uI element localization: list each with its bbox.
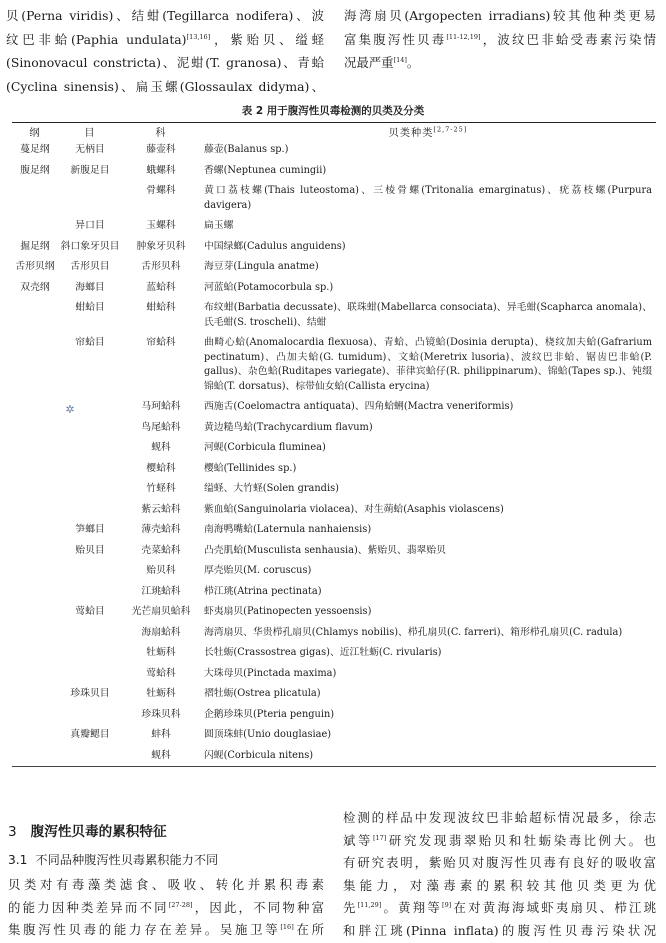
- cell-family: 光芒扇贝蛤科: [131, 606, 191, 617]
- cell-order: 舌形贝目: [70, 261, 110, 272]
- citation: [17]: [372, 833, 387, 842]
- cell-species: 长牡蛎(Crassostrea gigas)、近江牡蛎(C. rivularis): [204, 647, 442, 658]
- cell-class: [12, 181, 58, 216]
- table-row: [12, 623, 656, 644]
- table-row: [12, 257, 656, 278]
- cell-order: [58, 479, 122, 500]
- cell-species: 樱蛤(Tellinides sp.): [204, 462, 297, 474]
- text-line: (Cyclina sinensis)、扁玉螺(Glossaulax didyma)、: [6, 78, 324, 94]
- table-row: [12, 500, 656, 521]
- cell-class: 蔓足纲: [20, 144, 50, 155]
- section-number: 3: [8, 824, 17, 840]
- cell-class: [12, 705, 58, 726]
- cell-species: 藤壶(Balanus sp.): [204, 144, 289, 155]
- citation: [27-28]: [168, 900, 193, 909]
- cell-order: 莺蛤目: [75, 606, 105, 617]
- section-heading: [8, 820, 167, 840]
- body-right-column: [343, 807, 656, 943]
- text-line: 贝类对有毒藻类滤食、吸收、转化并累积毒素: [8, 877, 324, 892]
- cell-family: 牡蛎科: [146, 688, 176, 699]
- table-row: [12, 684, 656, 705]
- header-family: 科: [155, 128, 167, 139]
- cell-family: 鸟尾蛤科: [141, 421, 181, 433]
- cell-order: 新腹足目: [70, 164, 110, 176]
- header-class: 纲: [29, 128, 41, 139]
- citation: [11,29]: [357, 901, 382, 910]
- cell-species: 海湾扇贝、华贵栉孔扇贝(Chlamys nobilis)、栉孔扇贝(C. farreri)、箱形栉孔扇贝(C. radula): [204, 626, 623, 638]
- cell-order: 贻贝目: [75, 544, 105, 556]
- cell-species: 河蓝蛤(Potamocorbula sp.): [204, 281, 334, 293]
- cell-order: 无柄目: [75, 144, 105, 155]
- cell-species: 黄边糙鸟蛤(Trachycardium flavum): [204, 421, 373, 433]
- table-header-row: [12, 123, 656, 140]
- cell-species: 曲畸心蛤(Anomalocardia flexuosa)、青蛤、凸镜蛤(Dosinia derupta)、桡纹加夫蛤(Gafrarium pectinatum)、凸加夫蛤(G. tumidum)、文蛤(Meretrix lusoria)、波纹巴非蛤、锯齿巴非蛤(P. gallus)、杂色蛤(Ruditapes variegate)、菲律宾蛤仔(R. philippinarum)、锦蛤(Tapes sp.)、钝缀锦蛤(T. dorsatus)、棕带仙女蛤(Callista erycina): [204, 337, 652, 392]
- cell-family: 藤壶科: [146, 144, 176, 155]
- table-row: [12, 725, 656, 746]
- text-line: 贝(Perna viridis)、结蚶(Tegillarca nodifera)、波: [6, 8, 324, 23]
- table-row: [12, 705, 656, 726]
- cell-species: 凸壳肌蛤(Musculista senhausia)、紫贻贝、翡翠贻贝: [204, 544, 446, 556]
- text-line: 有研究表明，紫贻贝对腹泻性贝毒有良好的吸收富: [343, 855, 656, 871]
- table-row: [12, 181, 656, 216]
- cell-family: 蚌科: [151, 729, 171, 740]
- table-caption: 表 2 用于腹泻性贝毒检测的贝类及分类: [241, 105, 425, 117]
- citation: [16]: [280, 923, 294, 932]
- cell-class: [12, 602, 58, 623]
- cell-class: [12, 298, 58, 333]
- cell-species: 中国绿螂(Cadulus anguidens): [204, 240, 346, 252]
- cell-family: 樱蛤科: [146, 462, 176, 474]
- text-line: 海湾扇贝(Argopecten irradians)较其他种类更易: [344, 8, 656, 23]
- cell-species: 大珠母贝(Pinctada maxima): [204, 667, 337, 679]
- cell-order: 帘蛤目: [75, 337, 105, 348]
- intro-left-column: [6, 4, 324, 98]
- cell-family: 紫云蛤科: [141, 503, 181, 515]
- table-row: [12, 418, 656, 439]
- citation: [14]: [393, 55, 407, 64]
- table-row: [12, 582, 656, 603]
- cell-family: 蚬科: [151, 749, 171, 761]
- table-row: [12, 216, 656, 237]
- cell-class: [12, 500, 58, 521]
- shellfish-table: [12, 122, 656, 767]
- cell-order: [58, 561, 122, 582]
- table-row: [12, 333, 656, 397]
- cell-order: 笋螂目: [75, 524, 105, 535]
- cell-species: 紫血蛤(Sanguinolaria violacea)、对生蒴蛤(Asaphis violascens): [204, 503, 504, 515]
- cell-species: 西施舌(Coelomactra antiquata)、四角蛤蜊(Mactra veneriformis): [204, 401, 514, 412]
- cell-family: 玉螺科: [146, 220, 176, 231]
- text-line: 的能力因种类差异而不同[27-28]，因此，不同物种富: [8, 899, 324, 915]
- cell-species: 河蚬(Corbicula fluminea): [204, 442, 326, 453]
- table-row: [12, 602, 656, 623]
- text-line: 和胖江珧(Pinna inflata)的腹泻性贝毒污染状况: [343, 922, 656, 938]
- cell-class: [12, 684, 58, 705]
- cell-family: 蚶蛤科: [146, 302, 176, 313]
- table-row: [12, 237, 656, 258]
- cell-class: [12, 520, 58, 541]
- cell-class: [12, 333, 58, 397]
- cell-class: [12, 479, 58, 500]
- text-line: 富集腹泻性贝毒[11-12,19]，波纹巴非蛤受毒素污染情: [344, 31, 656, 47]
- text-line: (Sinonovacul constricta)、泥蚶(T. granosa)、青蛤: [6, 55, 324, 70]
- cell-class: [12, 459, 58, 480]
- cell-species: 厚壳贻贝(M. coruscus): [204, 565, 312, 576]
- table-row: [12, 643, 656, 664]
- cell-species: 香螺(Neptunea cumingii): [204, 164, 327, 176]
- cell-order: [58, 181, 122, 216]
- cell-family: 珍珠贝科: [141, 708, 181, 720]
- citation: [11-12,19]: [446, 32, 481, 41]
- subsection-title: 不同品种腹泻性贝毒累积能力不同: [35, 853, 219, 867]
- text-line: 先[11,29]。黄翔等[9]在对黄海海域虾夷扇贝、栉江珧: [343, 900, 656, 916]
- cell-class: [12, 623, 58, 644]
- cell-order: 斜口象牙贝目: [60, 240, 120, 252]
- cell-species: 黄口荔枝螺(Thais luteostoma)、三棱骨螺(Tritonalia emarginatus)、疣荔枝螺(Purpura davigera): [204, 185, 652, 211]
- cell-class: 舌形贝纲: [15, 261, 55, 272]
- cell-class: [12, 397, 58, 418]
- cell-class: 腹足纲: [20, 164, 50, 176]
- header-species: 贝类种类[2,7-25]: [388, 125, 468, 139]
- cell-class: [12, 541, 58, 562]
- text-line: 集能力，对藻毒素的累积较其他贝类更为优: [343, 877, 656, 893]
- cell-family: 蛾螺科: [146, 164, 176, 176]
- table-row: [12, 541, 656, 562]
- text-line: 斌等[17]研究发现翡翠贻贝和牡蛎染毒比例大。也: [343, 832, 656, 848]
- citation: [9]: [442, 901, 452, 910]
- table-bottom-rule: [12, 766, 656, 767]
- header-order: 目: [84, 128, 96, 139]
- cell-order: [58, 623, 122, 644]
- table-row: [12, 161, 656, 182]
- text-line: 纹巴非蛤(Paphia undulata)[13,16]，紫贻贝、缢蛏: [6, 31, 324, 47]
- cell-order: 异口目: [75, 220, 105, 231]
- cell-order: 珍珠贝目: [70, 688, 110, 699]
- cell-species: 圆顶珠蚌(Unio douglasiae): [204, 729, 332, 740]
- cell-class: [12, 664, 58, 685]
- cell-family: 舌形贝科: [141, 261, 181, 272]
- body-left-column: [8, 874, 324, 942]
- cell-family: 牡蛎科: [146, 647, 176, 658]
- cell-family: 蚬科: [151, 442, 171, 453]
- intro-right-column: [344, 4, 656, 75]
- cell-family: 蓝蛤科: [146, 281, 176, 293]
- text-line: 检测的样品中发现波纹巴非蛤超标情况最多，徐志: [343, 810, 656, 825]
- cell-species: 虾夷扇贝(Patinopecten yessoensis): [204, 606, 372, 617]
- table-row: [12, 664, 656, 685]
- cell-class: [12, 418, 58, 439]
- scan-mark-icon: ✲: [65, 403, 75, 416]
- cell-species: 企鹅珍珠贝(Pteria penguin): [204, 708, 335, 720]
- cell-class: [12, 643, 58, 664]
- cell-order: 海螂目: [75, 281, 105, 293]
- text-line: 集腹泻性贝毒的能力存在差异。吴施卫等[16]在所: [8, 922, 324, 938]
- cell-class: [12, 725, 58, 746]
- table-row: [12, 459, 656, 480]
- cell-family: 江珧蛤科: [141, 585, 181, 597]
- cell-order: [58, 418, 122, 439]
- cell-family: 帘蛤科: [146, 337, 176, 348]
- cell-family: 薄壳蛤科: [141, 524, 181, 535]
- cell-family: 海扇蛤科: [141, 626, 181, 638]
- cell-class: 双壳纲: [20, 281, 50, 293]
- table-row: [12, 746, 656, 767]
- table-row: [12, 397, 656, 418]
- table-row: [12, 278, 656, 299]
- cell-species: 栉江珧(Atrina pectinata): [204, 585, 322, 597]
- table-row: [12, 479, 656, 500]
- cell-species: 南海鸭嘴蛤(Laternula nanhaiensis): [204, 524, 372, 535]
- cell-species: 扁玉螺: [204, 220, 234, 231]
- cell-class: [12, 746, 58, 767]
- table-row: [12, 561, 656, 582]
- cell-family: 竹蛏科: [146, 483, 176, 494]
- cell-class: [12, 216, 58, 237]
- cell-order: [58, 500, 122, 521]
- cell-order: [58, 664, 122, 685]
- cell-order: [58, 582, 122, 603]
- table-row: [12, 520, 656, 541]
- subsection-number: 3.1: [8, 853, 28, 867]
- table-row: [12, 438, 656, 459]
- cell-class: 掘足纲: [20, 240, 50, 252]
- subsection-heading: [8, 851, 218, 868]
- cell-order: [58, 459, 122, 480]
- table-row: [12, 298, 656, 333]
- cell-family: 莺蛤科: [146, 667, 176, 679]
- cell-family: 贻贝科: [146, 565, 176, 576]
- cell-family: 马珂蛤科: [141, 401, 181, 412]
- cell-order: [58, 705, 122, 726]
- text-line: 况最严重[14]。: [344, 55, 420, 70]
- cell-order: [58, 746, 122, 767]
- cell-species: 闪蚬(Corbicula nitens): [204, 749, 314, 761]
- cell-family: 壳菜蛤科: [141, 544, 181, 556]
- cell-species: 海豆芽(Lingula anatme): [204, 261, 319, 272]
- cell-species: 褶牡蛎(Ostrea plicatula): [204, 688, 321, 699]
- cell-family: 骨螺科: [146, 185, 176, 196]
- section-title: 腹泻性贝毒的累积特征: [30, 824, 167, 840]
- cell-family: 肿象牙贝科: [136, 240, 186, 252]
- cell-order: 真瓣鳃目: [70, 729, 110, 740]
- cell-order: [58, 438, 122, 459]
- citation: [2,7-25]: [433, 125, 468, 134]
- cell-order: 蚶蛤目: [75, 302, 105, 313]
- citation: [13,16]: [186, 32, 211, 41]
- cell-class: [12, 438, 58, 459]
- cell-species: 缢蛏、大竹蛏(Solen grandis): [204, 483, 339, 494]
- cell-class: [12, 561, 58, 582]
- cell-class: [12, 582, 58, 603]
- cell-order: [58, 643, 122, 664]
- cell-species: 布纹蚶(Barbatia decussate)、联珠蚶(Mabellarca consociata)、异毛蚶(Scapharca anomala)、氏毛蚶(S. troscheli)、结蚶: [204, 302, 652, 328]
- table-row: [12, 140, 656, 161]
